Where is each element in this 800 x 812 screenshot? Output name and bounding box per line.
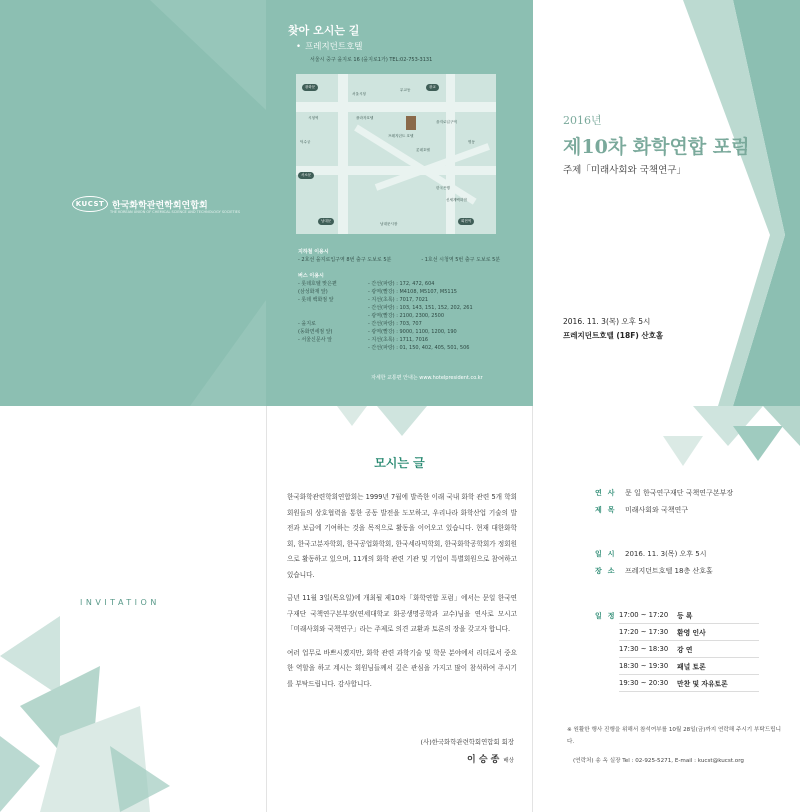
map-label-sinsegae: 신세계백화점 — [446, 198, 467, 202]
logo-panel — [0, 0, 266, 406]
schedule-time: 17:00 ~ 17:20 — [619, 611, 669, 619]
cover-venue: 프레지던트호텔 (18F) 산호홀 — [563, 331, 664, 340]
map-label-deoksugung: 덕수궁 — [300, 140, 311, 144]
speaker-row — [595, 488, 733, 498]
bus-routes: - 광역(빨강) : M4108, M5107, M5115 — [368, 289, 457, 295]
decorative-triangles-bottom — [0, 586, 266, 812]
bullet-icon: • — [296, 42, 302, 52]
map-label-city-hall-station: 시청역 — [308, 116, 319, 120]
bus-routes: - 광역(빨강) : 9000, 1100, 1200, 190 — [368, 329, 457, 335]
cover-arrow-shape — [533, 0, 800, 406]
bus-stop: - 서울신문사 앞 — [298, 337, 332, 343]
subway-line1: - 1호선 시청역 5번 출구 도보로 5분 — [421, 257, 501, 263]
location-map — [296, 74, 496, 234]
schedule-item: 환영 인사 — [677, 629, 706, 637]
directions-panel — [266, 0, 533, 406]
date-label: 일시 — [595, 550, 621, 558]
bus-stop — [298, 344, 368, 352]
schedule-row — [619, 624, 759, 641]
bus-stop: - 롯데 백화점 앞 — [298, 297, 334, 303]
subway-title: 지하철 이용시 — [298, 249, 329, 255]
invitation-panel — [0, 406, 266, 812]
map-label-namdaemun-market: 남대문시장 — [380, 222, 398, 226]
directions-footer: 자세한 교통편 안내는 www.hotelpresident.co.kr — [371, 375, 483, 381]
bus-info — [298, 272, 518, 352]
greeting-paragraph-1: 한국화학관련학회연합회는 1999년 7월에 발족한 이래 국내 화학 관련 5개 학회 회원들의 상호협력을 통한 공동 발전을 도모하고, 우리나라 화학산업 기술의 발전과 보급에 기여하는 것을 목적으로 활동을 이어오고 있습니다. 현재 대한화학회, 한국고분자학회, 한국공업화학회, 한국세라믹학회, 한국화학공학회가 정회원으로 활동하고 있으며, 11개의 화학 관련 기관 및 기업이 특별회원으로 참여하고 있습니다. — [287, 493, 517, 579]
bus-line-row — [298, 296, 518, 304]
schedule-item: 패널 토론 — [677, 663, 706, 671]
bus-line-row — [298, 328, 518, 336]
map-label-president-hotel: 프레지던트 호텔 — [388, 134, 414, 138]
map-label-euljiro-station: 을지로입구역 — [436, 120, 457, 124]
bus-stop: - 을지로 — [298, 321, 316, 327]
bus-stop: (동화면세점 앞) — [298, 329, 333, 335]
directions-title: 찾아 오시는 길 — [288, 24, 360, 37]
org-name-en: THE KOREAN UNION OF CHEMICAL SCIENCE AND TECHNOLOGY SOCIETIES — [110, 210, 241, 214]
greeting-title: 모시는 글 — [374, 456, 425, 470]
schedule-row — [619, 641, 759, 658]
bus-line-row — [298, 320, 518, 328]
map-label-myeongdong: 명동 — [468, 140, 475, 144]
schedule-row — [619, 658, 759, 675]
bus-line-row — [298, 312, 518, 320]
place-row — [595, 566, 713, 576]
rsvp-note: ※ 원활한 행사 진행을 위해서 참석여부를 10월 28일(금)까지 연락해 주시기 부탁드립니다. — [567, 727, 781, 745]
bus-line-row — [298, 280, 518, 288]
subway-line2: - 2호선 을지로입구역 8번 출구 도보로 5분 — [298, 257, 392, 263]
schedule-table — [619, 607, 759, 692]
map-label-lotte-hotel: 롯데호텔 — [416, 148, 430, 152]
hotel-marker-icon — [404, 114, 418, 132]
schedule-time: 18:30 ~ 19:30 — [619, 662, 669, 670]
date-row — [595, 549, 707, 559]
map-label-bank-of-korea: 한국은행 — [436, 186, 450, 190]
topic-row — [595, 505, 688, 515]
schedule-time: 17:20 ~ 17:30 — [619, 628, 669, 636]
schedule-time: 17:30 ~ 18:30 — [619, 645, 669, 653]
subway-info — [298, 248, 500, 264]
bus-routes: - 지선(초록) : 7017, 7021 — [368, 297, 429, 303]
hotel-name-text: 프레지던트호텔 — [305, 42, 363, 52]
map-label-gwanggyo: 광교 — [426, 84, 439, 91]
bus-stop: (삼성화재 앞) — [298, 289, 328, 295]
map-label-mugyo: 무교동 — [400, 88, 411, 92]
cover-theme: 주제「미래사회와 국책연구」 — [563, 165, 686, 176]
schedule-row — [619, 675, 759, 692]
bus-stop: - 롯데호텔 맞은편 — [298, 281, 337, 287]
bus-line-row — [298, 304, 518, 312]
bus-stop — [298, 312, 368, 320]
map-label-plaza-hotel: 플라자호텔 — [356, 116, 374, 120]
bus-routes: - 지선(초록) : 1711, 7016 — [368, 337, 429, 343]
topic-value: 미래사회와 국책연구 — [625, 506, 689, 514]
invitation-label: INVITATION — [80, 598, 160, 607]
schedule-label: 일정 — [595, 612, 621, 620]
hotel-address: 서울시 중구 을지로 16 (을지로1가) TEL:02-753-3131 — [310, 57, 433, 63]
bus-title: 버스 이용시 — [298, 273, 324, 279]
date-value: 2016. 11. 3(목) 오후 5시 — [625, 550, 707, 558]
signer-name: 이 승 종 — [467, 755, 500, 765]
schedule-time: 19:30 ~ 20:30 — [619, 679, 669, 687]
bus-routes: - 간선(파랑) : 703, 707 — [368, 321, 422, 327]
bus-routes: - 간선(파랑) : 01, 150, 402, 405, 501, 506 — [368, 345, 470, 351]
schedule-row — [619, 607, 759, 624]
bus-routes: - 간선(파랑) : 103, 143, 151, 152, 202, 261 — [368, 305, 473, 311]
greeting-paragraph-3: 여러 업무로 바쁘시겠지만, 화학 관련 과학기술 및 학문 분야에서 리더로서 중요한 역할을 하고 계시는 회원님들께서 깊은 관심을 가지고 많이 참석하여 주시기를 부탁드립니다. 감사합니다. — [287, 648, 517, 688]
decorative-triangles-info — [533, 406, 800, 486]
map-label-gwanghwamun: 광화문 — [302, 84, 318, 91]
bus-routes: - 광역(빨강) : 2100, 2300, 2500 — [368, 313, 445, 319]
map-label-namdaemun: 남대문 — [318, 218, 334, 225]
greeting-paragraph-2: 금년 11월 3일(목요일)에 개최될 제10차「화학연합 포럼」에서는 문일 한국연구재단 국책연구본부장(연세대학교 화공생명공학과 교수)님을 연사로 모시고「미래사회와 국책연구」라는 주제로 의견 교환과 토론의 장을 갖고자 합니다. — [287, 594, 517, 633]
hotel-name — [296, 40, 363, 52]
bus-line-row — [298, 344, 518, 352]
greeting-panel — [266, 406, 533, 812]
cover-year: 2016년 — [563, 114, 602, 127]
place-label: 장소 — [595, 567, 621, 575]
topic-label: 제목 — [595, 506, 621, 514]
cover-panel — [533, 0, 800, 406]
cover-title: 제10차 화학연합 포럼 — [563, 136, 750, 158]
schedule-item: 강 연 — [677, 646, 693, 654]
contact-info: (연락처) 송 옥 실장 Tel : 02-925-5271, E-mail : kucst@kucst.org — [573, 758, 744, 764]
bus-lines — [298, 280, 518, 352]
signer-suffix: 배상 — [503, 758, 514, 764]
logo-mark: KUCST — [72, 196, 108, 212]
place-value: 프레지던트호텔 18층 산호홀 — [625, 567, 713, 575]
cover-date: 2016. 11. 3(목) 오후 5시 — [563, 317, 651, 326]
bus-line-row — [298, 288, 518, 296]
map-label-seosomun: 서소문 — [298, 172, 314, 179]
event-info-panel — [533, 406, 800, 812]
signer-org: (사)한국화학관련학회연합회 회장 — [420, 738, 514, 746]
org-name: 한국화학관련학회연합회 — [112, 200, 208, 211]
schedule-item: 만찬 및 자유토론 — [677, 680, 728, 688]
bus-routes: - 간선(파랑) : 172, 472, 604 — [368, 281, 435, 287]
map-label-seoul-city-hall: 서울시청 — [352, 92, 366, 96]
signer — [467, 752, 514, 765]
speaker-label: 연사 — [595, 489, 621, 497]
speaker-value: 문 일 한국연구재단 국책연구본부장 — [625, 489, 734, 497]
map-label-hoehyeon: 회현역 — [458, 218, 474, 225]
schedule-item: 등 록 — [677, 612, 693, 620]
greeting-body — [287, 490, 517, 700]
bus-stop — [298, 304, 368, 312]
bus-line-row — [298, 336, 518, 344]
